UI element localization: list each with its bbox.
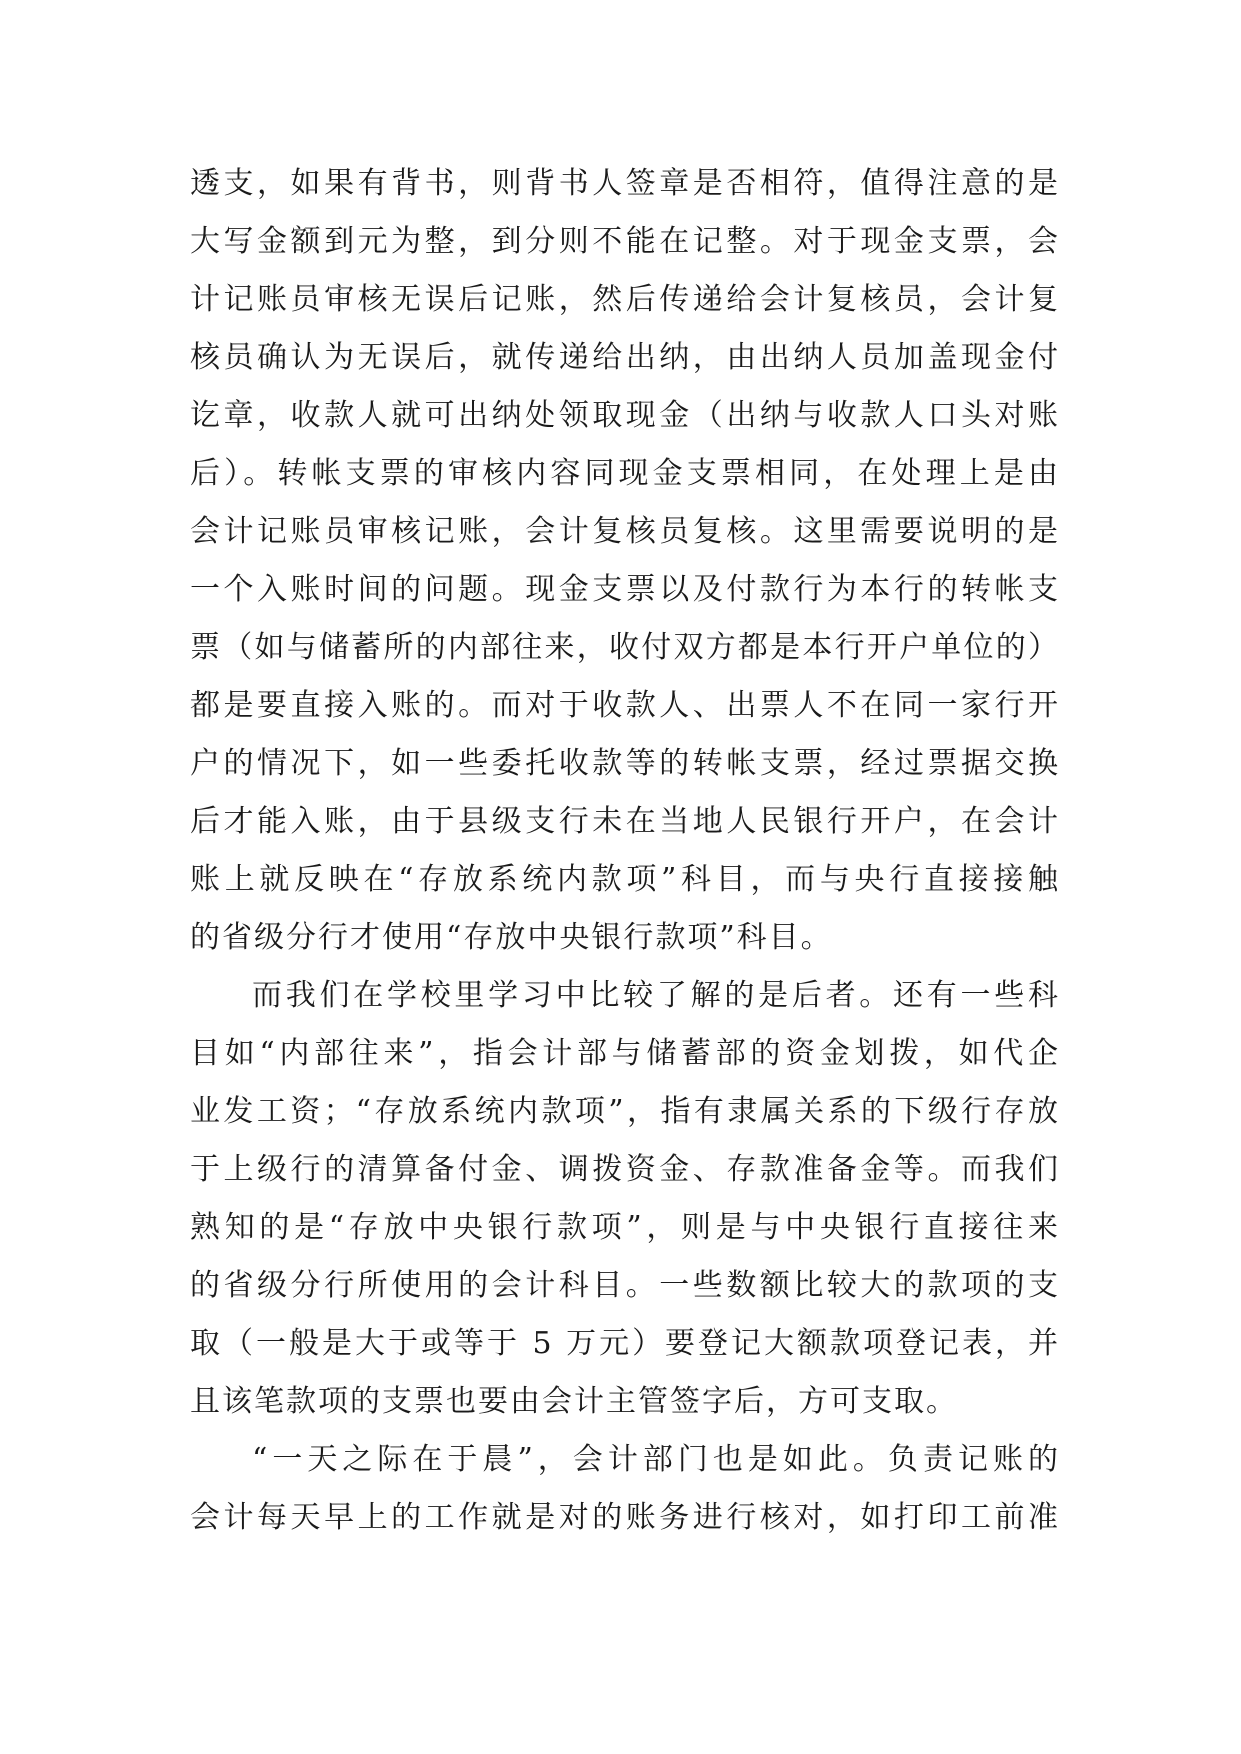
paragraph xyxy=(190,155,1060,967)
text-line: 户的情况下，如一些委托收款等的转帐支票，经过票据交换 xyxy=(190,746,1060,781)
text-line: 业发工资；“存放系统内款项”，指有隶属关系的下级行存放 xyxy=(190,1094,1060,1129)
text-line: 于上级行的清算备付金、调拨资金、存款准备金等。而我们 xyxy=(190,1152,1060,1187)
text-line: 账上就反映在“存放系统内款项”科目，而与央行直接接触 xyxy=(190,862,1060,897)
text-line: 熟知的是“存放中央银行款项”，则是与中央银行直接往来 xyxy=(190,1210,1060,1245)
text-line: 后）。转帐支票的审核内容同现金支票相同，在处理上是由 xyxy=(190,456,1060,491)
paragraph xyxy=(190,1431,1060,1547)
text-line: 都是要直接入账的。而对于收款人、出票人不在同一家行开 xyxy=(190,688,1060,723)
text-line: 计记账员审核无误后记账，然后传递给会计复核员，会计复 xyxy=(190,282,1060,317)
text-line: 的省级分行才使用“存放中央银行款项”科目。 xyxy=(190,920,833,955)
text-line: 大写金额到元为整，到分则不能在记整。对于现金支票，会 xyxy=(190,224,1060,259)
text-line: 会计每天早上的工作就是对的账务进行核对，如打印工前准 xyxy=(190,1500,1060,1535)
text-line: 取（一般是大于或等于 5 万元）要登记大额款项登记表，并 xyxy=(190,1326,1060,1361)
text-line: 透支，如果有背书，则背书人签章是否相符，值得注意的是 xyxy=(190,166,1060,201)
text-line: 会计记账员审核记账，会计复核员复核。这里需要说明的是 xyxy=(190,514,1060,549)
text-line: 目如“内部往来”，指会计部与储蓄部的资金划拨，如代企 xyxy=(190,1036,1060,1071)
text-line: 后才能入账，由于县级支行未在当地人民银行开户，在会计 xyxy=(190,804,1060,839)
text-line: 讫章，收款人就可出纳处领取现金（出纳与收款人口头对账 xyxy=(190,398,1060,433)
paragraph xyxy=(190,967,1060,1431)
text-line: 而我们在学校里学习中比较了解的是后者。还有一些科 xyxy=(252,978,1060,1013)
text-line: 且该笔款项的支票也要由会计主管签字后，方可支取。 xyxy=(190,1384,958,1419)
body-text xyxy=(190,155,1060,1547)
text-line: 核员确认为无误后，就传递给出纳，由出纳人员加盖现金付 xyxy=(190,340,1060,375)
text-line: 一个入账时间的问题。现金支票以及付款行为本行的转帐支 xyxy=(190,572,1060,607)
text-line: 的省级分行所使用的会计科目。一些数额比较大的款项的支 xyxy=(190,1268,1060,1303)
text-line: “一天之际在于晨”，会计部门也是如此。负责记账的 xyxy=(252,1442,1060,1477)
text-line: 票（如与储蓄所的内部往来，收付双方都是本行开户单位的） xyxy=(190,630,1060,665)
